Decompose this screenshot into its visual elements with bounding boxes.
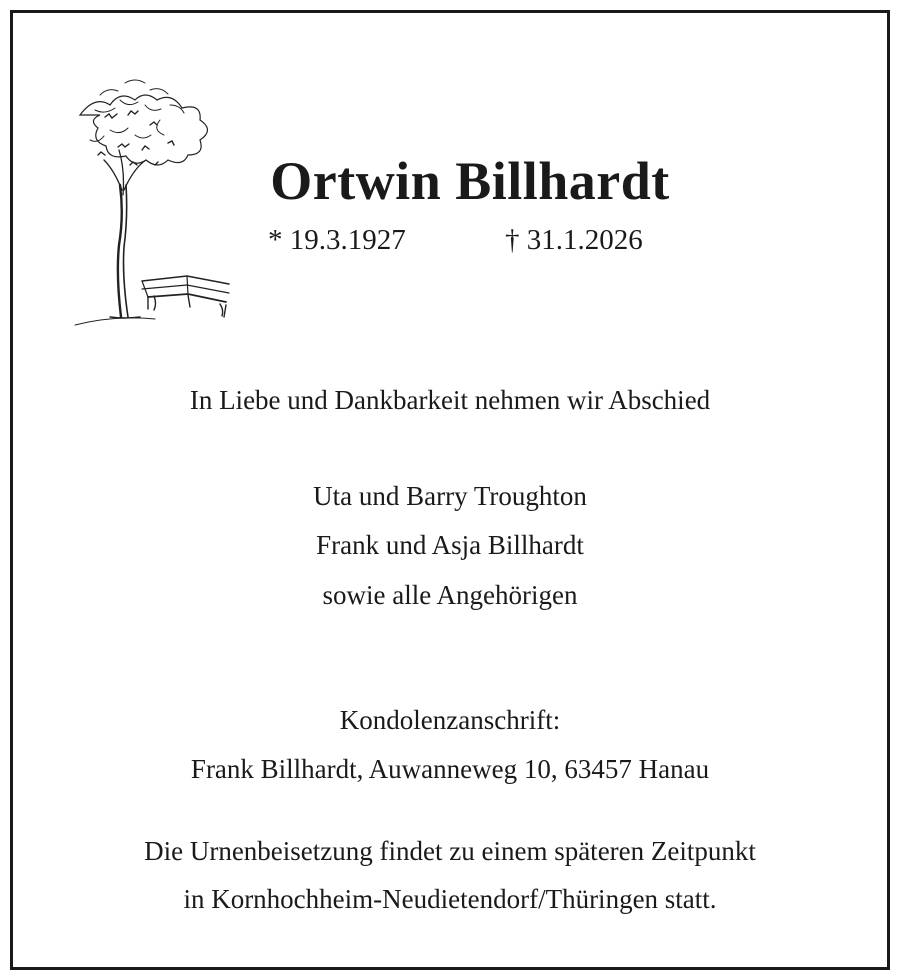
death-date: † 31.1.2026 bbox=[505, 224, 643, 256]
condolence-label: Kondolenzanschrift: bbox=[339, 705, 561, 735]
burial-note-line1: Die Urnenbeisetzung findet zu einem späteren Zeitpunkt bbox=[144, 836, 756, 866]
condolence-address: Frank Billhardt, Auwanneweg 10, 63457 Hanau bbox=[190, 754, 710, 784]
mourner-line: Uta und Barry Troughton bbox=[313, 481, 587, 511]
burial-note-line2: in Kornhochheim-Neudietendorf/Thüringen statt. bbox=[183, 884, 717, 914]
birth-date: * 19.3.1927 bbox=[268, 224, 406, 256]
mourner-line: sowie alle Angehörigen bbox=[322, 580, 578, 610]
mourner-line: Frank und Asja Billhardt bbox=[316, 530, 584, 560]
deceased-name: Ortwin Billhardt bbox=[270, 151, 670, 211]
farewell-text: In Liebe und Dankbarkeit nehmen wir Abschied bbox=[189, 385, 711, 415]
